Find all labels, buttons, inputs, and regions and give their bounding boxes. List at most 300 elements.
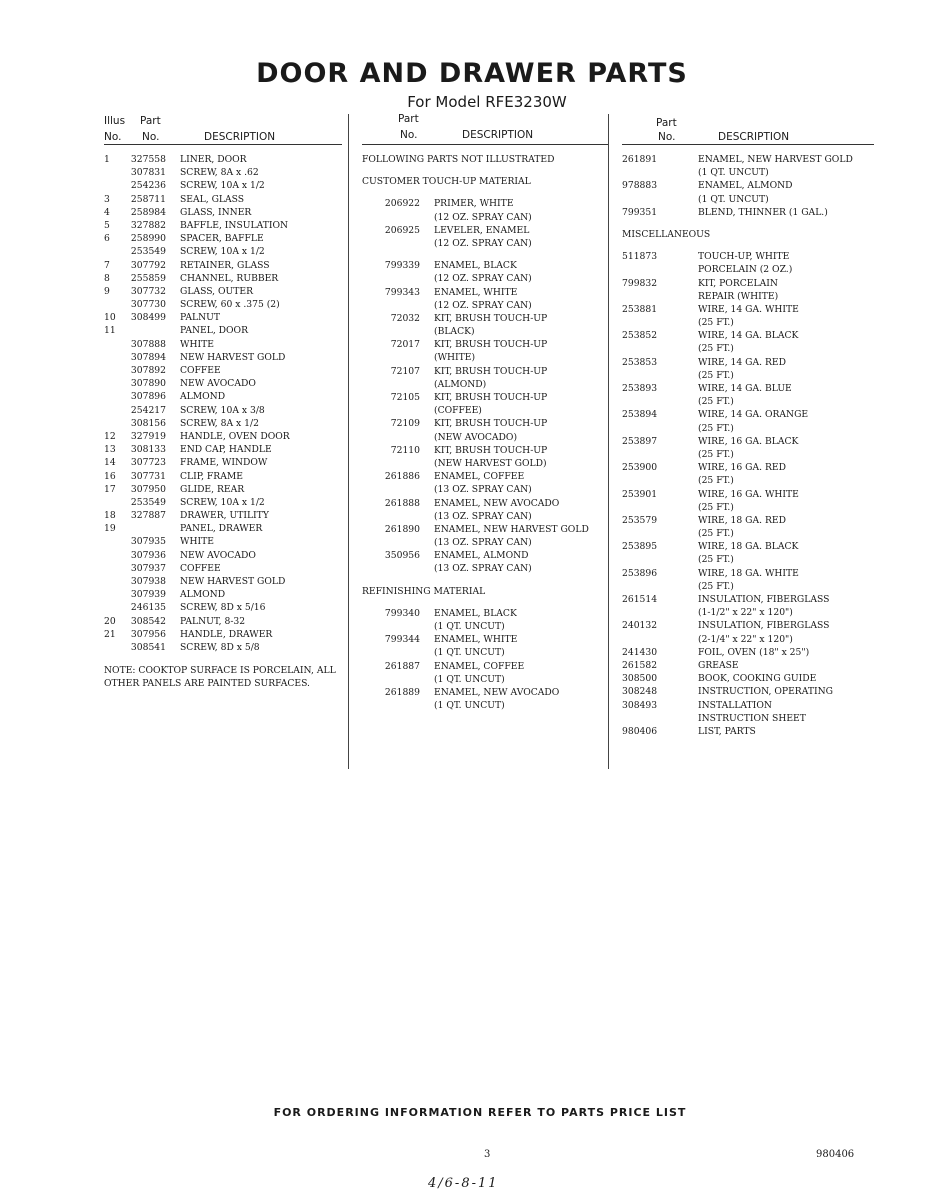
part-description: SCREW, 10A x 3/8	[180, 404, 265, 416]
section-heading-text: FOLLOWING PARTS NOT ILLUSTRATED	[362, 154, 555, 165]
illus-number: 6	[104, 233, 110, 245]
part-number: 308156	[130, 417, 166, 429]
part-description: (WHITE)	[434, 352, 476, 364]
parts-row	[104, 601, 342, 614]
part-description: SCREW, 10A x 1/2	[180, 496, 265, 508]
parts-row	[362, 237, 608, 250]
parts-list	[362, 153, 608, 712]
part-description: (13 OZ. SPRAY CAN)	[434, 510, 532, 522]
part-description: NEW AVOCADO	[180, 378, 256, 390]
part-number: 255859	[130, 272, 166, 284]
parts-row	[362, 444, 608, 457]
section-heading	[622, 228, 874, 241]
part-description: KIT, PORCELAIN	[698, 277, 778, 289]
section-heading-text: REFINISHING MATERIAL	[362, 585, 486, 597]
part-number: 253894	[622, 409, 658, 421]
parts-row	[622, 712, 874, 725]
part-description: (25 FT.)	[698, 554, 734, 566]
part-description: PRIMER, WHITE	[434, 198, 514, 210]
part-description: (1 QT. UNCUT)	[434, 621, 505, 632]
part-description: DRAWER, UTILITY	[180, 510, 269, 522]
part-description: (12 OZ. SPRAY CAN)	[434, 273, 532, 285]
part-description: WIRE, 14 GA. BLACK	[698, 330, 799, 342]
part-description: GLIDE, REAR	[180, 483, 245, 495]
parts-row	[622, 250, 874, 263]
part-number: 799344	[384, 634, 420, 646]
part-description: FRAME, WINDOW	[180, 457, 268, 469]
part-description: KIT, BRUSH TOUCH-UP	[434, 339, 548, 351]
parts-row	[104, 641, 342, 654]
parts-row	[362, 510, 608, 523]
parts-row	[104, 193, 342, 206]
parts-row	[622, 646, 874, 659]
parts-list	[104, 153, 342, 654]
part-description: (1 QT. UNCUT)	[698, 193, 769, 205]
column-divider	[348, 114, 349, 769]
illus-number: 4	[104, 206, 110, 218]
part-number: 308493	[622, 699, 658, 711]
part-number: 307939	[130, 589, 166, 601]
part-number: 261889	[384, 686, 420, 698]
part-description: WIRE, 16 GA. RED	[698, 462, 786, 474]
parts-row	[104, 272, 342, 285]
part-description: (25 FT.)	[698, 317, 734, 329]
parts-row	[622, 369, 874, 382]
part-number: 307792	[130, 259, 166, 271]
parts-row	[622, 567, 874, 580]
part-description: ENAMEL, NEW AVOCADO	[434, 686, 560, 698]
parts-row	[362, 607, 608, 620]
part-description: KIT, BRUSH TOUCH-UP	[434, 365, 548, 377]
part-number: 72107	[390, 365, 420, 377]
surface-note: NOTE: COOKTOP SURFACE IS PORCELAIN, ALL OTHER PANELS ARE PAINTED SURFACES.	[104, 665, 336, 690]
parts-row	[104, 298, 342, 311]
parts-row	[104, 364, 342, 377]
part-number: 307936	[130, 549, 166, 561]
parts-row	[362, 325, 608, 338]
illus-number: 18	[104, 510, 116, 522]
part-description: PANEL, DOOR	[180, 325, 249, 337]
parts-row	[362, 562, 608, 575]
part-description: (BLACK)	[434, 326, 475, 338]
part-description: WIRE, 14 GA. RED	[698, 356, 786, 368]
part-description: ENAMEL, COFFEE	[434, 471, 525, 483]
parts-row	[104, 377, 342, 390]
illus-number: 20	[104, 615, 116, 627]
part-number: 308133	[130, 444, 166, 456]
illus-number: 17	[104, 483, 116, 495]
part-description: (25 FT.)	[698, 475, 734, 487]
row-spacer	[362, 250, 608, 259]
parts-row	[622, 527, 874, 540]
parts-row	[622, 553, 874, 566]
row-spacer	[362, 188, 608, 197]
parts-row	[622, 580, 874, 593]
parts-row	[622, 593, 874, 606]
page-title: DOOR AND DRAWER PARTS	[256, 58, 688, 89]
parts-row	[104, 404, 342, 417]
part-description: (NEW HARVEST GOLD)	[434, 457, 547, 469]
parts-row	[622, 263, 874, 276]
parts-row	[362, 660, 608, 673]
row-spacer	[622, 219, 874, 228]
part-description: CHANNEL, RUBBER	[180, 272, 279, 284]
part-number: 307731	[130, 470, 166, 482]
parts-row	[104, 628, 342, 641]
part-number: 308542	[130, 615, 166, 627]
description-header: DESCRIPTION	[718, 131, 790, 143]
part-description: PALNUT, 8-32	[180, 615, 246, 627]
part-number: 307892	[130, 365, 166, 376]
parts-row	[622, 166, 874, 179]
part-number: 253901	[622, 488, 658, 500]
part-description: GLASS, INNER	[180, 206, 252, 218]
parts-row	[104, 166, 342, 179]
part-number: 308499	[130, 312, 166, 324]
part-description: HANDLE, OVEN DOOR	[180, 430, 290, 442]
part-description: (25 FT.)	[698, 580, 734, 592]
part-number: 254236	[130, 180, 166, 192]
parts-row	[362, 483, 608, 496]
parts-row	[104, 351, 342, 364]
part-description: (25 FT.)	[698, 528, 734, 540]
part-description: HANDLE, DRAWER	[180, 628, 273, 640]
illus-number: 11	[104, 325, 116, 337]
parts-row	[104, 443, 342, 456]
part-number: 307935	[130, 536, 166, 548]
handwritten-note: 4/6-8-11	[428, 1176, 499, 1191]
part-number: 253900	[622, 462, 658, 474]
part-number: 253579	[622, 514, 658, 526]
part-description: ENAMEL, COFFEE	[434, 660, 525, 672]
part-number: 72110	[390, 444, 420, 456]
part-number: 258990	[130, 233, 166, 245]
part-number: 307723	[130, 457, 166, 469]
part-description: (12 OZ. SPRAY CAN)	[434, 237, 532, 249]
part-number: 307938	[130, 576, 166, 587]
parts-row	[362, 259, 608, 272]
parts-row	[104, 483, 342, 496]
parts-row	[362, 272, 608, 285]
illus-number: 14	[104, 457, 116, 469]
parts-row	[622, 619, 874, 632]
part-number: 246135	[130, 602, 166, 614]
part-number: 308248	[622, 686, 658, 698]
parts-row	[104, 430, 342, 443]
parts-row	[622, 633, 874, 646]
part-number: 206925	[384, 224, 420, 236]
parts-row	[104, 522, 342, 535]
illus-number: 19	[104, 523, 116, 535]
part-description: CLIP, FRAME	[180, 470, 243, 482]
part-description: (1 QT. UNCUT)	[434, 673, 505, 685]
part-description: ENAMEL, NEW AVOCADO	[434, 497, 560, 509]
part-number: 72032	[390, 312, 420, 324]
part-description: WHITE	[180, 338, 214, 350]
part-number: 307831	[130, 167, 166, 179]
part-number: 799351	[622, 206, 658, 218]
parts-row	[622, 329, 874, 342]
parts-row	[104, 179, 342, 192]
part-description: (25 FT.)	[698, 422, 734, 434]
parts-row	[622, 179, 874, 192]
part-description: WIRE, 18 GA. WHITE	[698, 567, 799, 579]
part-number: 241430	[622, 646, 658, 658]
parts-row	[622, 153, 874, 166]
parts-row	[104, 232, 342, 245]
part-description: WIRE, 18 GA. RED	[698, 514, 786, 526]
part-description: INSTALLATION	[698, 699, 772, 711]
illus-number: 7	[104, 259, 110, 271]
parts-row	[362, 404, 608, 417]
part-description: (25 FT.)	[698, 501, 734, 513]
parts-row	[362, 431, 608, 444]
part-number: 240132	[622, 620, 658, 632]
part-number: 327882	[130, 219, 166, 231]
part-number: 350956	[384, 550, 420, 562]
parts-row	[622, 672, 874, 685]
parts-row	[622, 540, 874, 553]
part-no-header: No.	[658, 131, 676, 143]
part-number: 261888	[384, 497, 420, 509]
ordering-footer: FOR ORDERING INFORMATION REFER TO PARTS PRICE LIST	[273, 1106, 687, 1119]
part-description: BOOK, COOKING GUIDE	[698, 673, 817, 685]
parts-row	[362, 211, 608, 224]
part-description: WIRE, 14 GA. WHITE	[698, 303, 799, 315]
part-description: FOIL, OVEN (18" x 25")	[698, 646, 810, 658]
part-number: 978883	[622, 180, 658, 192]
part-number: 308541	[130, 641, 166, 653]
part-description: WIRE, 14 GA. ORANGE	[698, 409, 809, 421]
parts-row	[622, 342, 874, 355]
parts-row	[104, 470, 342, 483]
part-description: COFFEE	[180, 562, 221, 574]
parts-row	[362, 338, 608, 351]
part-number: 261886	[384, 471, 420, 483]
parts-row	[622, 277, 874, 290]
parts-row	[362, 197, 608, 210]
part-number: 253881	[622, 303, 658, 315]
part-no-header: No.	[400, 129, 418, 141]
part-number: 261514	[622, 594, 658, 605]
part-description: ENAMEL, WHITE	[434, 634, 518, 646]
row-spacer	[362, 576, 608, 585]
part-description: (25 FT.)	[698, 448, 734, 460]
part-number: 307888	[130, 338, 166, 350]
part-number: 799343	[384, 286, 420, 298]
parts-row	[622, 290, 874, 303]
part-description: NEW HARVEST GOLD	[180, 576, 286, 587]
parts-column-1	[104, 112, 342, 690]
document-number: 980406	[816, 1149, 855, 1160]
parts-row	[104, 496, 342, 509]
part-description: (25 FT.)	[698, 396, 734, 408]
illus-number: 5	[104, 219, 110, 231]
part-description: WIRE, 16 GA. WHITE	[698, 488, 799, 500]
part-number: 253853	[622, 356, 658, 368]
part-description: (25 FT.)	[698, 369, 734, 381]
part-description: PALNUT	[180, 312, 220, 324]
section-heading	[362, 175, 608, 188]
parts-row	[362, 633, 608, 646]
part-number: 799339	[384, 260, 420, 272]
parts-row	[622, 303, 874, 316]
parts-row	[622, 514, 874, 527]
part-description: ENAMEL, BLACK	[434, 260, 517, 272]
page-number: 3	[484, 1149, 491, 1160]
part-number: 253852	[622, 330, 658, 342]
parts-row	[362, 286, 608, 299]
part-number: 261891	[622, 154, 658, 165]
part-description: TOUCH-UP, WHITE	[698, 251, 790, 263]
part-number: 72105	[390, 392, 420, 403]
part-number: 799340	[384, 607, 420, 619]
parts-row	[362, 224, 608, 237]
parts-column-3	[622, 112, 874, 738]
parts-list	[622, 153, 874, 738]
part-description: LEVELER, ENAMEL	[434, 224, 530, 236]
part-number: 307730	[130, 299, 166, 311]
part-description: SCREW, 8A x 1/2	[180, 417, 259, 429]
parts-row	[622, 699, 874, 712]
parts-row	[104, 153, 342, 166]
part-number: 253549	[130, 496, 166, 508]
part-description: KIT, BRUSH TOUCH-UP	[434, 312, 548, 324]
parts-row	[104, 549, 342, 562]
part-description: (NEW AVOCADO)	[434, 431, 518, 443]
part-description: (1 QT. UNCUT)	[698, 167, 769, 179]
part-description: (1 QT. UNCUT)	[434, 700, 505, 712]
parts-row	[622, 356, 874, 369]
part-description: ENAMEL, BLACK	[434, 607, 517, 619]
column-header	[362, 112, 608, 145]
section-heading-text: CUSTOMER TOUCH-UP MATERIAL	[362, 176, 531, 188]
part-description: (13 OZ. SPRAY CAN)	[434, 537, 532, 549]
parts-row	[622, 408, 874, 421]
part-description: WIRE, 16 GA. BLACK	[698, 435, 799, 447]
part-number: 307732	[130, 285, 166, 297]
part-number: 307937	[130, 562, 166, 574]
part-description: LINER, DOOR	[180, 154, 247, 165]
part-number: 307890	[130, 378, 166, 390]
column-header	[104, 112, 342, 145]
parts-row	[622, 206, 874, 219]
part-number: 307950	[130, 483, 166, 495]
parts-row	[104, 259, 342, 272]
part-description: INSULATION, FIBERGLASS	[698, 620, 830, 632]
part-number: 253895	[622, 541, 658, 553]
parts-row	[362, 523, 608, 536]
parts-row	[104, 615, 342, 628]
part-description: (ALMOND)	[434, 378, 487, 390]
part-description: WIRE, 18 GA. BLACK	[698, 541, 799, 553]
parts-row	[622, 316, 874, 329]
parts-row	[362, 417, 608, 430]
parts-row	[104, 390, 342, 403]
part-description: GREASE	[698, 659, 739, 671]
parts-row	[362, 699, 608, 712]
part-number: 253549	[130, 246, 166, 258]
part-number: 327887	[130, 510, 166, 522]
parts-row	[362, 351, 608, 364]
part-description: (25 FT.)	[698, 343, 734, 355]
section-heading-text: MISCELLANEOUS	[622, 228, 711, 240]
part-header: Part	[656, 117, 677, 129]
part-description: ENAMEL, WHITE	[434, 286, 518, 298]
illus-number: 8	[104, 272, 110, 284]
parts-row	[104, 575, 342, 588]
part-description: (1 QT. UNCUT)	[434, 647, 505, 659]
parts-row	[104, 338, 342, 351]
model-subtitle: For Model RFE3230W	[407, 93, 567, 111]
description-header: DESCRIPTION	[204, 131, 276, 143]
parts-row	[362, 686, 608, 699]
parts-row	[104, 417, 342, 430]
part-number: 307896	[130, 391, 166, 403]
parts-row	[104, 245, 342, 258]
parts-row	[362, 299, 608, 312]
column-header	[622, 112, 874, 145]
part-number: 261887	[384, 660, 420, 672]
parts-row	[622, 422, 874, 435]
parts-row	[622, 448, 874, 461]
part-description: ENAMEL, NEW HARVEST GOLD	[434, 523, 589, 535]
parts-row	[362, 391, 608, 404]
part-description: COFFEE	[180, 365, 221, 376]
part-description: (13 OZ. SPRAY CAN)	[434, 563, 532, 575]
parts-row	[622, 488, 874, 501]
part-number: 258984	[130, 206, 166, 218]
part-description: (12 OZ. SPRAY CAN)	[434, 299, 532, 311]
part-description: SEAL, GLASS	[180, 193, 245, 205]
part-description: ENAMEL, ALMOND	[698, 180, 793, 192]
illus-number: 16	[104, 470, 116, 482]
parts-row	[362, 470, 608, 483]
part-description: ALMOND	[180, 391, 226, 403]
part-number: 254217	[130, 404, 166, 416]
part-number: 307956	[130, 628, 166, 640]
part-number: 799832	[622, 277, 658, 289]
parts-row	[104, 588, 342, 601]
parts-row	[362, 378, 608, 391]
parts-row	[104, 285, 342, 298]
parts-row	[104, 324, 342, 337]
parts-row	[104, 509, 342, 522]
parts-row	[104, 311, 342, 324]
part-description: ENAMEL, ALMOND	[434, 550, 529, 562]
parts-row	[622, 461, 874, 474]
part-description: (COFFEE)	[434, 405, 482, 417]
part-description: ENAMEL, NEW HARVEST GOLD	[698, 154, 853, 165]
parts-row	[362, 365, 608, 378]
part-description: KIT, BRUSH TOUCH-UP	[434, 444, 548, 456]
illus-number: 12	[104, 430, 116, 442]
parts-row	[622, 435, 874, 448]
parts-column-2	[362, 112, 608, 712]
illus-number: 3	[104, 193, 110, 205]
part-header: Part	[398, 113, 419, 125]
part-number: 261582	[622, 659, 658, 671]
part-number: 980406	[622, 725, 658, 737]
part-description: KIT, BRUSH TOUCH-UP	[434, 418, 548, 430]
part-description: KIT, BRUSH TOUCH-UP	[434, 392, 548, 403]
parts-row	[362, 673, 608, 686]
part-header: Part	[140, 115, 161, 127]
part-no-header: No.	[142, 131, 160, 143]
part-number: 307894	[130, 351, 166, 363]
illus-number: 9	[104, 285, 110, 297]
illus-no-header: No.	[104, 131, 122, 143]
